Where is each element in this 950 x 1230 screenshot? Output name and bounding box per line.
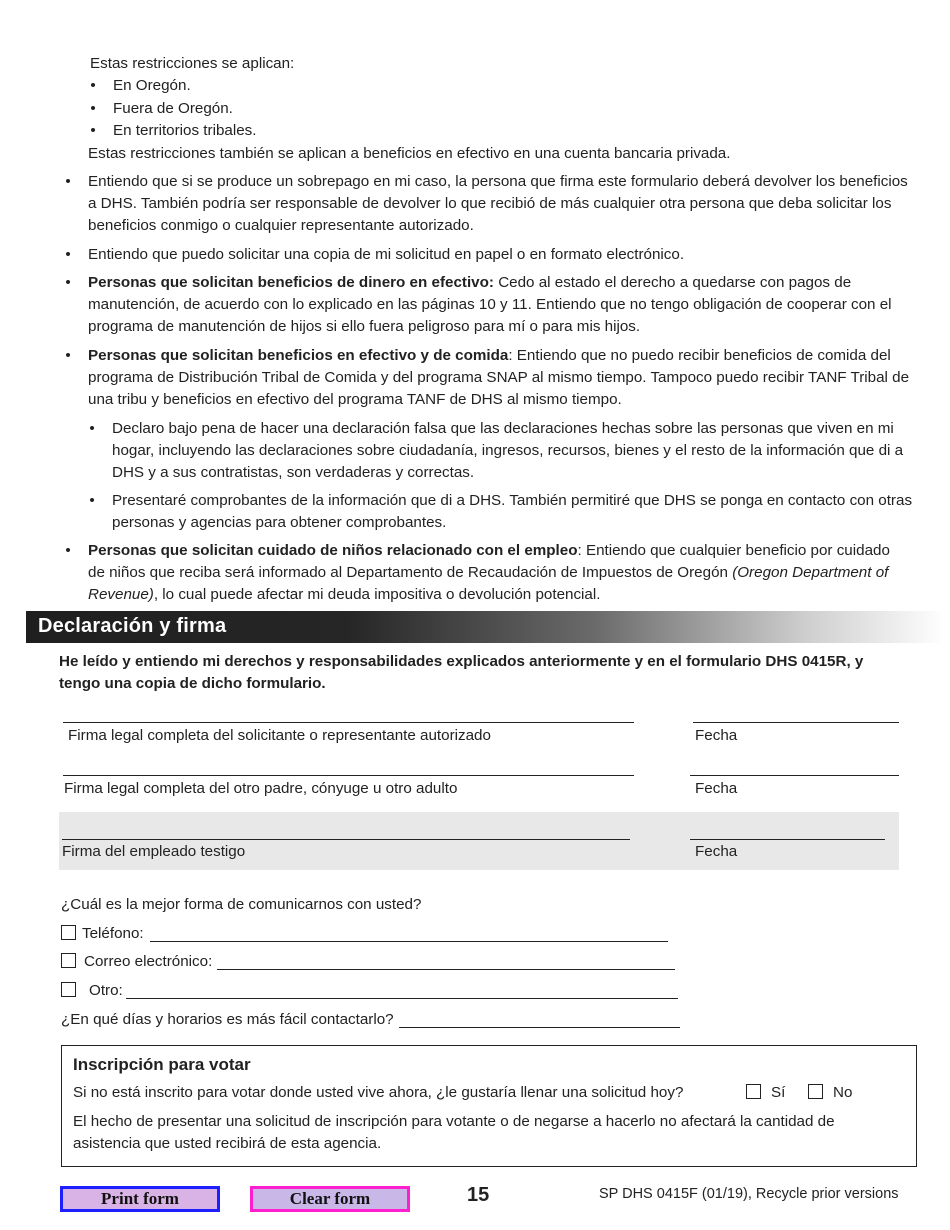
- declare-line: DHS y a sus contratistas, son verdaderas y correctas.: [112, 464, 475, 481]
- email-input[interactable]: [217, 969, 675, 970]
- statement-line: He leído y entiendo mi derechos y responsabilidades explicados anteriormente y en el formulario DHS 0415R, y: [59, 653, 864, 670]
- childcare-lead: Personas que solicitan cuidado de niños relacionado con el empleo: [88, 542, 578, 559]
- phone-label: Teléfono:: [82, 925, 144, 942]
- cash-food-text: : Entiendo que no puedo recibir beneficios de comida del: [508, 347, 891, 364]
- email-checkbox[interactable]: [61, 953, 76, 968]
- section-title: Declaración y firma: [38, 615, 227, 637]
- email-label: Correo electrónico:: [84, 953, 213, 970]
- voter-note-line: asistencia que usted recibirá de esta agencia.: [73, 1135, 382, 1152]
- restriction-item: Fuera de Oregón.: [113, 100, 233, 117]
- proof-line: Presentaré comprobantes de la información que di a DHS. También permitiré que DHS se ponga en contacto con otras: [112, 492, 913, 509]
- bullet-dot: •: [65, 274, 71, 291]
- other-adult-date-field[interactable]: [690, 775, 899, 776]
- phone-input[interactable]: [150, 941, 668, 942]
- applicant-signature-field[interactable]: [63, 722, 634, 723]
- overpayment-line: beneficios conmigo o cualquier representante autorizado.: [88, 217, 474, 234]
- cash-line: programa de manutención de hijos si ello fuera peligroso para mí o para mis hijos.: [88, 318, 641, 335]
- section-header-bar: [26, 611, 946, 643]
- page-number: 15: [467, 1184, 490, 1206]
- applicant-date-label: Fecha: [695, 727, 738, 744]
- childcare-text: , lo cual puede afectar mi deuda impositiva o devolución potencial.: [153, 586, 601, 603]
- restrictions-intro: Estas restricciones se aplican:: [90, 55, 295, 72]
- declare-line: hogar, incluyendo las declaraciones sobre ciudadanía, ingresos, recursos, bienes y el resto de la información que di a: [112, 442, 904, 459]
- best-days-question: ¿En qué días y horarios es más fácil contactarlo?: [61, 1011, 394, 1028]
- other-adult-date-label: Fecha: [695, 780, 738, 797]
- cash-food-line: programa de Distribución Tribal de Comida y del programa SNAP al mismo tiempo. Tampoco puedo recibir TANF Tribal de: [88, 369, 910, 386]
- cash-lead: Personas que solicitan beneficios de dinero en efectivo:: [88, 274, 494, 291]
- cash-line: manutención, de acuerdo con lo explicado en las páginas 10 y 11. Entiendo que no tengo obligación de cooperar con el: [88, 296, 892, 313]
- declare-line: Declaro bajo pena de hacer una declaración falsa que las declaraciones hechas sobre las personas que viven en mi: [112, 420, 894, 437]
- childcare-italic: Revenue): [88, 586, 154, 603]
- overpayment-line: a DHS. También podría ser responsable de devolver lo que recibió de más cualquier otra persona que deba solicitar los: [88, 195, 892, 212]
- bullet-dot: •: [65, 173, 71, 190]
- restrictions-note: Estas restricciones también se aplican a beneficios en efectivo en una cuenta bancaria privada.: [88, 145, 731, 162]
- witness-date-field[interactable]: [690, 839, 885, 840]
- childcare-line: [88, 540, 890, 562]
- other-contact-input[interactable]: [126, 998, 678, 999]
- other-contact-label: Otro:: [89, 982, 123, 999]
- bullet-dot: •: [90, 77, 96, 94]
- restriction-item: En Oregón.: [113, 77, 191, 94]
- print-form-button[interactable]: Print form: [60, 1186, 220, 1212]
- phone-checkbox[interactable]: [61, 925, 76, 940]
- voter-registration-title: Inscripción para votar: [73, 1055, 251, 1074]
- applicant-signature-label: Firma legal completa del solicitante o representante autorizado: [68, 727, 491, 744]
- voter-note-line: El hecho de presentar una solicitud de inscripción para votante o de negarse a hacerlo no afectará la cantidad de: [73, 1113, 835, 1130]
- other-adult-signature-label: Firma legal completa del otro padre, cónyuge u otro adulto: [64, 780, 458, 797]
- clear-form-button[interactable]: Clear form: [250, 1186, 410, 1212]
- cash-food-line: una tribu y beneficios en efectivo del programa TANF de DHS al mismo tiempo.: [88, 391, 622, 408]
- bullet-dot: •: [65, 347, 71, 364]
- witness-date-label: Fecha: [695, 843, 738, 860]
- bullet-dot: •: [65, 246, 71, 263]
- childcare-italic: (Oregon Department of: [732, 564, 889, 581]
- statement-line: tengo una copia de dicho formulario.: [59, 675, 326, 692]
- childcare-text: de niños que reciba será informado al Departamento de Recaudación de Impuestos de Oregón: [88, 564, 733, 581]
- contact-question: ¿Cuál es la mejor forma de comunicarnos con usted?: [61, 896, 422, 913]
- cash-food-line: [88, 345, 891, 367]
- bullet-dot: •: [65, 542, 71, 559]
- cash-food-lead: Personas que solicitan beneficios en efectivo y de comida: [88, 347, 509, 364]
- witness-signature-label: Firma del empleado testigo: [62, 843, 246, 860]
- overpayment-line: Entiendo que si se produce un sobrepago en mi caso, la persona que firma este formulario deberá devolver los beneficios: [88, 173, 908, 190]
- copy-statement: Entiendo que puedo solicitar una copia de mi solicitud en papel o en formato electrónico.: [88, 246, 685, 263]
- restriction-item: En territorios tribales.: [113, 122, 257, 139]
- vote-yes-label: Sí: [771, 1084, 786, 1101]
- vote-no-checkbox[interactable]: [808, 1084, 823, 1099]
- bullet-dot: •: [89, 420, 95, 437]
- bullet-dot: •: [90, 122, 96, 139]
- bullet-dot: •: [89, 492, 95, 509]
- childcare-line: [88, 584, 600, 606]
- vote-no-label: No: [833, 1084, 853, 1101]
- other-adult-signature-field[interactable]: [63, 775, 634, 776]
- childcare-line: [88, 562, 888, 584]
- cash-line: [88, 272, 851, 294]
- vote-yes-checkbox[interactable]: [746, 1084, 761, 1099]
- witness-signature-field[interactable]: [62, 839, 630, 840]
- applicant-date-field[interactable]: [693, 722, 899, 723]
- childcare-text: : Entiendo que cualquier beneficio por cuidado: [577, 542, 890, 559]
- bullet-dot: •: [90, 100, 96, 117]
- other-contact-checkbox[interactable]: [61, 982, 76, 997]
- best-days-input[interactable]: [399, 1027, 680, 1028]
- voter-registration-question: Si no está inscrito para votar donde usted vive ahora, ¿le gustaría llenar una solicitud hoy?: [73, 1084, 684, 1101]
- form-id: SP DHS 0415F (01/19), Recycle prior versions: [599, 1186, 899, 1202]
- proof-line: personas y agencias para obtener comprobantes.: [112, 514, 447, 531]
- cash-text: Cedo al estado el derecho a quedarse con pagos de: [493, 274, 852, 291]
